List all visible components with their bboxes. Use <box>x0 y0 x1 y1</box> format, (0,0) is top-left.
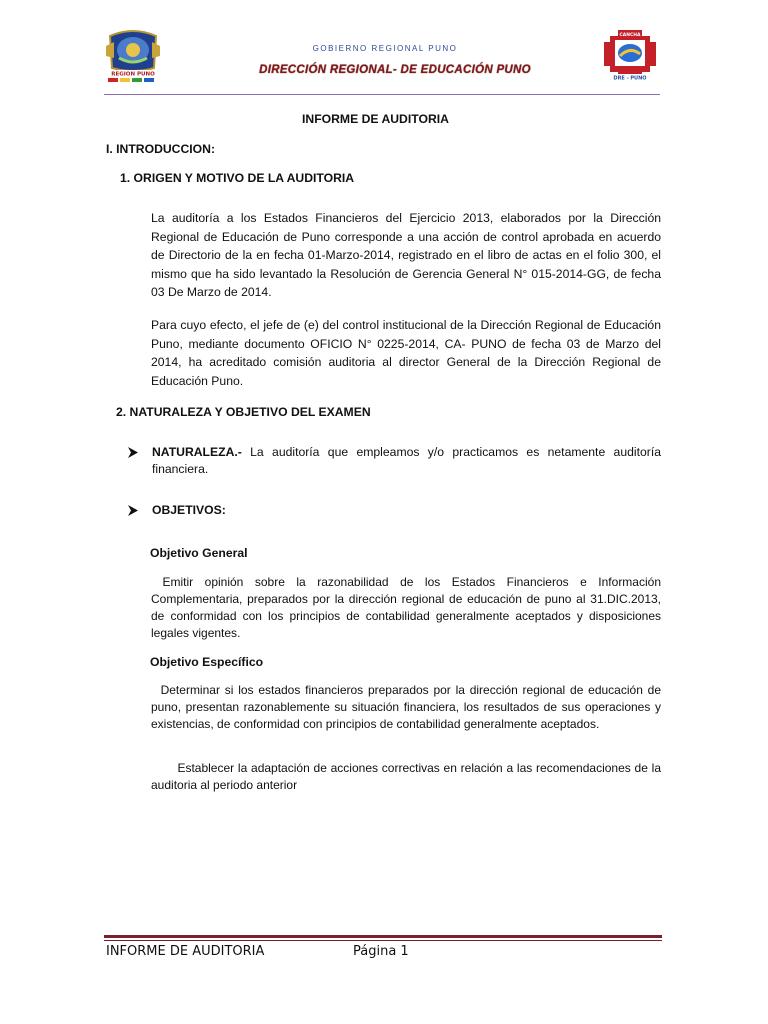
right-logo-top-label: CANCHA <box>619 33 641 38</box>
objetivo-especifico-text: Determinar si los estados financieros preparados por la dirección regional de educación de puno, presentan razonablemente su situación financiera, los resultados de sus operaciones y existencias, de conformidad con principios de contabilidad generalmente aceptados. <box>151 683 665 731</box>
naturaleza-label: NATURALEZA.- <box>152 445 242 459</box>
objetivo-general-heading: Objetivo General <box>150 546 248 560</box>
arrow-bullet-icon <box>128 505 138 516</box>
gov-title: GOBIERNO REGIONAL PUNO <box>312 44 458 53</box>
paragraph-accreditation: Para cuyo efecto, el jefe de (e) del control institucional de la Dirección Regional de Educación Puno, mediante documento OFICIO N° 0225-2014, CA- PUNO de fecha 03 de Marzo del 2014, ha acreditado comisión auditoria al director General de la Dirección Regional de Educación Puno. <box>151 318 661 388</box>
naturaleza-item <box>152 444 661 478</box>
arrow-bullet-icon <box>128 447 138 458</box>
paragraph-origin: La auditoría a los Estados Financieros del Ejercicio 2013, elaborados por la Dirección Regional de Educación de Puno corresponde a una acción de control aprobada en acuerdo de Directorio de la en fecha 01-Marzo-2014, registrado en el libro de actas en el folio 300, el mismo que ha sido levantado la Resolución de Gerencia General N° 015-2014-GG, de fecha 03 De Marzo de 2014. <box>151 211 661 299</box>
objetivos-label: OBJETIVOS: <box>152 503 226 517</box>
footer-divider-thick <box>104 935 662 938</box>
section1-heading: I. INTRODUCCION: <box>106 142 216 156</box>
right-logo-bottom-label: DRE - PUNO <box>613 75 647 82</box>
footer-divider-thin <box>104 940 662 941</box>
direction-title: DIRECCIÓN REGIONAL- DE EDUCACIÓN PUNO <box>222 64 568 78</box>
footer-page-number: Página 1 <box>353 944 409 959</box>
region-puno-logo <box>104 28 162 84</box>
objetivo-general-text: Emitir opinión sobre la razonabilidad de los Estados Financieros e Información Complementaria, preparados por la dirección regional de educación de puno al 31.DIC.2013, de conformidad con los principios de contabilidad generalmente aceptados y disposiciones legales vigentes. <box>151 575 665 640</box>
section1-1-heading: 1. ORIGEN Y MOTIVO DE LA AUDITORIA <box>120 171 355 185</box>
left-logo-label: REGION PUNO <box>111 71 155 78</box>
footer-document-name: INFORME DE AUDITORIA <box>106 944 265 959</box>
document-title: INFORME DE AUDITORIA <box>302 112 449 126</box>
header-divider <box>104 94 660 95</box>
objetivo-especifico-heading: Objetivo Específico <box>150 655 264 669</box>
naturaleza-text: La auditoría que empleamos y/o practicamos es netamente auditoría financiera. <box>152 445 661 476</box>
objetivo-especifico-text-2: Establecer la adaptación de acciones correctivas en relación a las recomendaciones de la auditoria al periodo anterior <box>151 761 672 792</box>
dre-puno-logo <box>598 28 662 82</box>
section2-heading: 2. NATURALEZA Y OBJETIVO DEL EXAMEN <box>116 405 371 419</box>
